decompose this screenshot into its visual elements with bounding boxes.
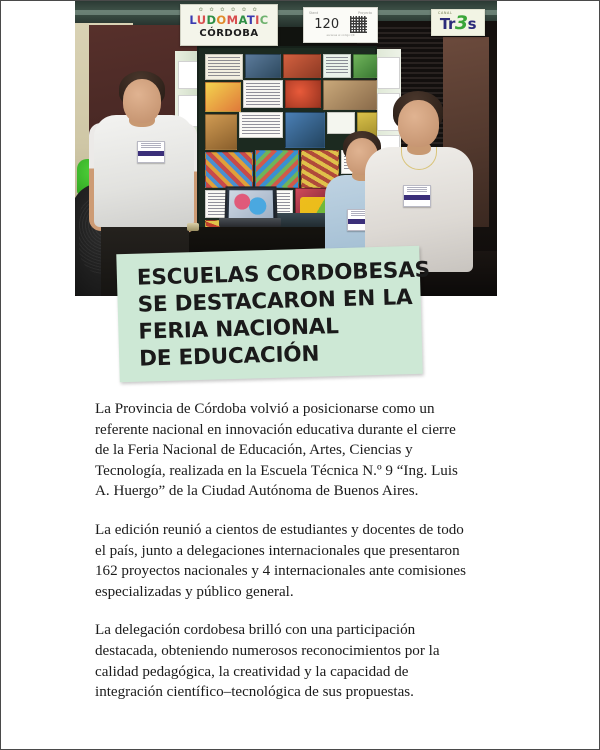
stand-card-footer: escanea el codigo QR — [326, 34, 355, 37]
stand-number-card — [303, 7, 378, 43]
booth-sign-decor: ✿ ✿ ✿ ✿ ✿ ✿ — [198, 7, 260, 13]
article-body — [95, 399, 467, 703]
stand-card-header — [309, 11, 372, 15]
headline-line-1: ESCUELAS CORDOBESAS — [136, 257, 431, 291]
stand-card-body — [309, 16, 372, 33]
teacher-watch — [187, 223, 199, 231]
headline-line-3: FERIA NACIONAL — [138, 314, 340, 345]
article-paragraph-2: La edición reunió a cientos de estudiantes y docentes de todo el país, junto a delegaciones internacionales que presentaron 162 proyectos nacionales y 4 internacionales ante comisiones especializadas y público general. — [95, 521, 466, 600]
student-right-face — [398, 100, 439, 147]
student-right-badge — [403, 185, 431, 207]
article-paragraph-1: La Provincia de Córdoba volvió a posicionarse como un referente nacional en innovación educativa durante el cierre de la Feria Nacional de Educación, Artes, Ciencias y Tecnología, realizada en la Escuela Técnica N.º 9 “Ing. Luis A. Huergo” de la Ciudad Autónoma de Buenos Aires. — [95, 401, 458, 500]
stand-card-header-left: Stand — [309, 11, 319, 15]
teacher-shirt — [94, 115, 194, 227]
teacher-badge — [137, 141, 165, 163]
booth-sign — [180, 4, 278, 46]
stand-number: 120 — [314, 17, 340, 32]
sponsor-logo-toptext: CANAL — [438, 11, 453, 15]
teacher-face — [123, 79, 161, 123]
booth-sign-subtitle: CÓRDOBA — [199, 28, 259, 39]
headline-banner — [116, 246, 431, 382]
sponsor-logo-text: Tr3s — [439, 11, 477, 34]
qr-code-icon — [350, 16, 367, 33]
headline-line-4: DE EDUCACIÓN — [138, 341, 320, 372]
article-paragraph-3: La delegación cordobesa brilló con una participación destacada, obteniendo numerosos reconocimientos por la calidad pedagógica, la creatividad y la capacidad de integración científico–tecnológica de sus propuestas. — [95, 622, 440, 701]
headline-text — [136, 257, 431, 373]
headline-line-2: SE DESTACARON EN LA — [137, 285, 413, 318]
sponsor-logo-tres — [431, 9, 485, 36]
laptop-screen — [224, 186, 277, 221]
booth-sign-title: LUDOMATIC — [189, 13, 269, 27]
stand-card-header-right: Proyecto — [358, 11, 372, 15]
laptop-display-content — [229, 190, 274, 219]
